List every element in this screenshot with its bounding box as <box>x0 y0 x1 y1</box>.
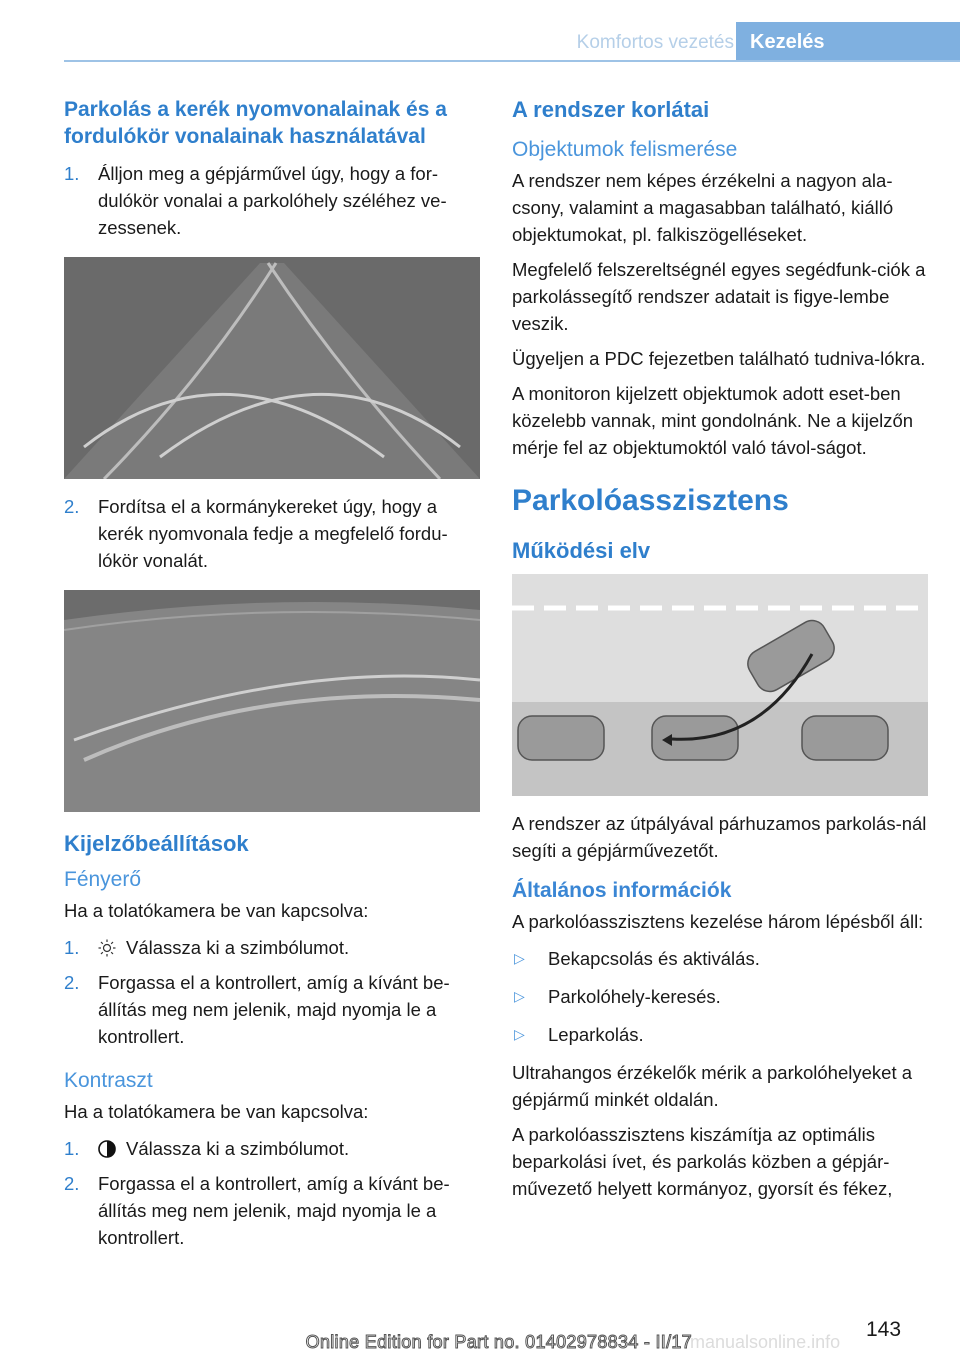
contrast-intro: Ha a tolatókamera be van kapcsolva: <box>64 1101 369 1122</box>
heading-display-settings: Kijelzőbeállítások <box>64 831 249 856</box>
brightness-icon <box>98 939 116 957</box>
parking-assistant-diagram <box>512 574 928 796</box>
step-2 <box>64 493 482 574</box>
list-item-text: Leparkolás. <box>548 1024 644 1045</box>
paragraph: A monitoron kijelzett objektumok adott eset‐ben közelebb vannak, mint gondolnánk. Ne a kijelzőn mérje fel az objektumoktól való távol‐ságot. <box>512 383 914 458</box>
camera-lines-image-2 <box>64 590 480 812</box>
step-text: Válassza ki a szimbólumot. <box>126 937 350 958</box>
paragraph: A rendszer nem képes érzékelni a nagyon ala‐csony, valamint a magasabban található, kiálló objektumokat, pl. falkiszögelléseket. <box>512 170 894 245</box>
subheading-brightness: Fényerő <box>64 868 142 891</box>
diagram-caption: A rendszer az útpályával párhuzamos parkolás‐nál segíti a gépjárművezetőt. <box>512 813 927 861</box>
step-1 <box>64 160 482 241</box>
heading-principle: Működési elv <box>512 538 651 563</box>
list-item <box>512 983 930 1010</box>
brightness-intro: Ha a tolatókamera be van kapcsolva: <box>64 900 369 921</box>
list-item-text: Bekapcsolás és aktiválás. <box>548 948 760 969</box>
header-tab: Kezelés <box>736 22 960 60</box>
intro-paragraph: A parkolóasszisztens kezelése három lépésből áll: <box>512 911 924 932</box>
brightness-step-1 <box>64 934 482 961</box>
header-section: Komfortos vezetés <box>576 32 734 53</box>
right-column <box>512 96 930 1210</box>
camera-lines-image-1 <box>64 257 480 479</box>
left-column <box>64 96 482 1259</box>
brightness-step-2 <box>64 969 482 1050</box>
heading-system-limits: A rendszer korlátai <box>512 97 710 122</box>
contrast-step-1 <box>64 1135 482 1162</box>
step-number: 1. <box>64 1138 80 1159</box>
heading-parking-lines: Parkolás a kerék nyomvonalainak és a fordulókör vonalainak használatával <box>64 98 447 148</box>
step-number: 1. <box>64 163 80 184</box>
contrast-icon <box>98 1140 116 1158</box>
step-text-wrap <box>98 1135 349 1162</box>
chapter-title: Parkolóasszisztens <box>512 484 789 517</box>
triangle-bullet-icon: ▷ <box>514 1026 525 1042</box>
step-number: 2. <box>64 1173 80 1194</box>
triangle-bullet-icon: ▷ <box>514 950 525 966</box>
triangle-bullet-icon: ▷ <box>514 988 525 1004</box>
paragraph: Ügyeljen a PDC fejezetben található tudniva‐lókra. <box>512 348 926 369</box>
step-number: 2. <box>64 496 80 517</box>
contrast-step-2 <box>64 1170 482 1251</box>
page-number: 143 <box>866 1318 902 1341</box>
subheading-general-info: Általános információk <box>512 879 732 902</box>
step-text: Fordítsa el a kormánykereket úgy, hogy a kerék nyomvonala fedje a megfelelő fordu‐lókör vonalát. <box>98 496 448 571</box>
step-text: Álljon meg a gépjárművel úgy, hogy a for‐dulókör vonalai a parkolóhely széléhez ve‐zessenek. <box>98 163 447 238</box>
step-text: Válassza ki a szimbólumot. <box>126 1138 350 1159</box>
paragraph: Megfelelő felszereltségnél egyes segédfunk‐ciók a parkolássegítő rendszer adatait is figye‐lembe veszik. <box>512 259 926 334</box>
list-item-text: Parkolóhely-keresés. <box>548 986 721 1007</box>
paragraph: Ultrahangos érzékelők mérik a parkolóhelyeket a gépjármű minkét oldalán. <box>512 1062 913 1110</box>
list-item <box>512 1021 930 1048</box>
subheading-contrast: Kontraszt <box>64 1069 153 1092</box>
step-text: Forgassa el a kontrollert, amíg a kívánt be‐állítás meg nem jelenik, majd nyomja le a kontrollert. <box>98 972 450 1047</box>
step-number: 2. <box>64 972 80 993</box>
header-rule <box>64 60 960 62</box>
list-item <box>512 945 930 972</box>
step-text-wrap <box>98 934 349 961</box>
step-text: Forgassa el a kontrollert, amíg a kívánt be‐állítás meg nem jelenik, majd nyomja le a kontrollert. <box>98 1173 450 1248</box>
subheading-object-detection: Objektumok felismerése <box>512 138 738 161</box>
paragraph: A parkolóasszisztens kiszámítja az optimális beparkolási ívet, és parkolás közben a gépjár‐művezető helyett kormányoz, gyorsít és fékez, <box>512 1124 893 1199</box>
step-number: 1. <box>64 937 80 958</box>
watermark: manualsonline.info <box>690 1332 841 1352</box>
edition-footer: Online Edition for Part no. 01402978834 - II/17 <box>305 1332 692 1352</box>
